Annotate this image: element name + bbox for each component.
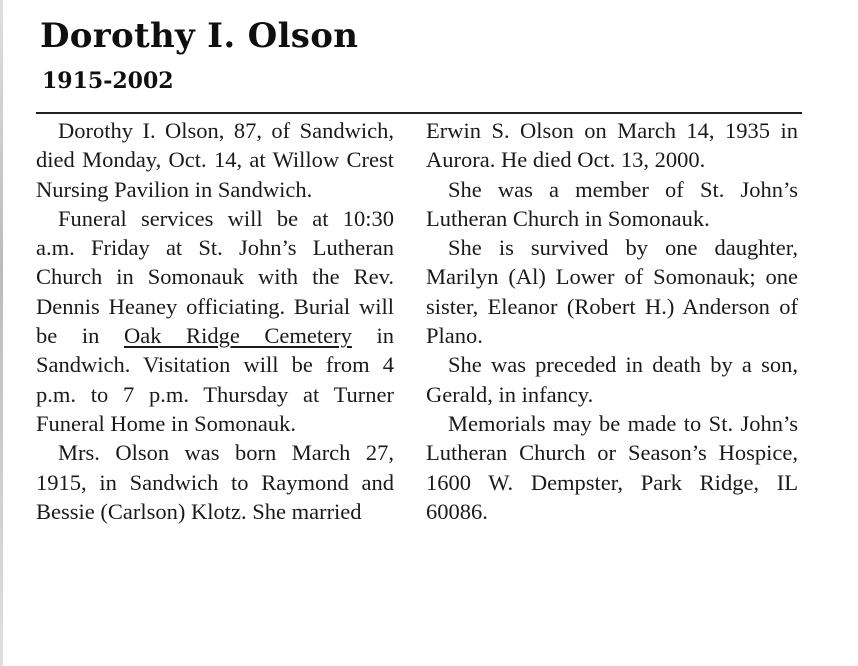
paragraph-death-notice: Dorothy I. Olson, 87, of Sandwich, died Monday, Oct. 14, at Willow Crest Nursing Pavilion in Sandwich. — [36, 118, 394, 202]
paragraph-memorials: Memorials may be made to St. John’s Lutheran Church or Season’s Hospice, 1600 W. Dempster, Park Ridge, IL 60086. — [426, 410, 798, 524]
left-column — [36, 116, 394, 526]
paragraph-preceded-in-death: She was preceded in death by a son, Gerald, in infancy. — [426, 352, 798, 407]
paragraph-funeral-services — [36, 204, 394, 438]
funeral-services-text: Funeral services will be at 10:30 a.m. Friday at St. John’s Lutheran Church in Somonauk with the Rev. Dennis Heaney officiating. Burial will be in — [36, 205, 394, 349]
paragraph-survivors: She is survived by one daughter, Marilyn (Al) Lower of Somonauk; one sister, Eleanor (Robert H.) Anderson of Plano. — [426, 235, 798, 349]
obituary-years: 1915-2002 — [42, 68, 174, 94]
paragraph-marriage-continued: Erwin S. Olson on March 14, 1935 in Aurora. He died Oct. 13, 2000. — [426, 118, 798, 173]
right-column — [426, 116, 798, 526]
header-rule — [36, 112, 802, 114]
scan-edge — [0, 0, 3, 666]
cemetery-name: Oak Ridge Cemetery — [123, 323, 352, 349]
obituary-title: Dorothy I. Olson — [40, 16, 359, 56]
paragraph-birth: Mrs. Olson was born March 27, 1915, in Sandwich to Raymond and Bessie (Carlson) Klotz. She married — [36, 440, 394, 524]
visitation-text: in Sandwich. Visitation will be from 4 p.m. to 7 p.m. Thursday at Turner Funeral Home in Somonauk. — [36, 323, 394, 436]
paragraph-church-membership: She was a member of St. John’s Lutheran Church in Somonauk. — [426, 176, 798, 231]
